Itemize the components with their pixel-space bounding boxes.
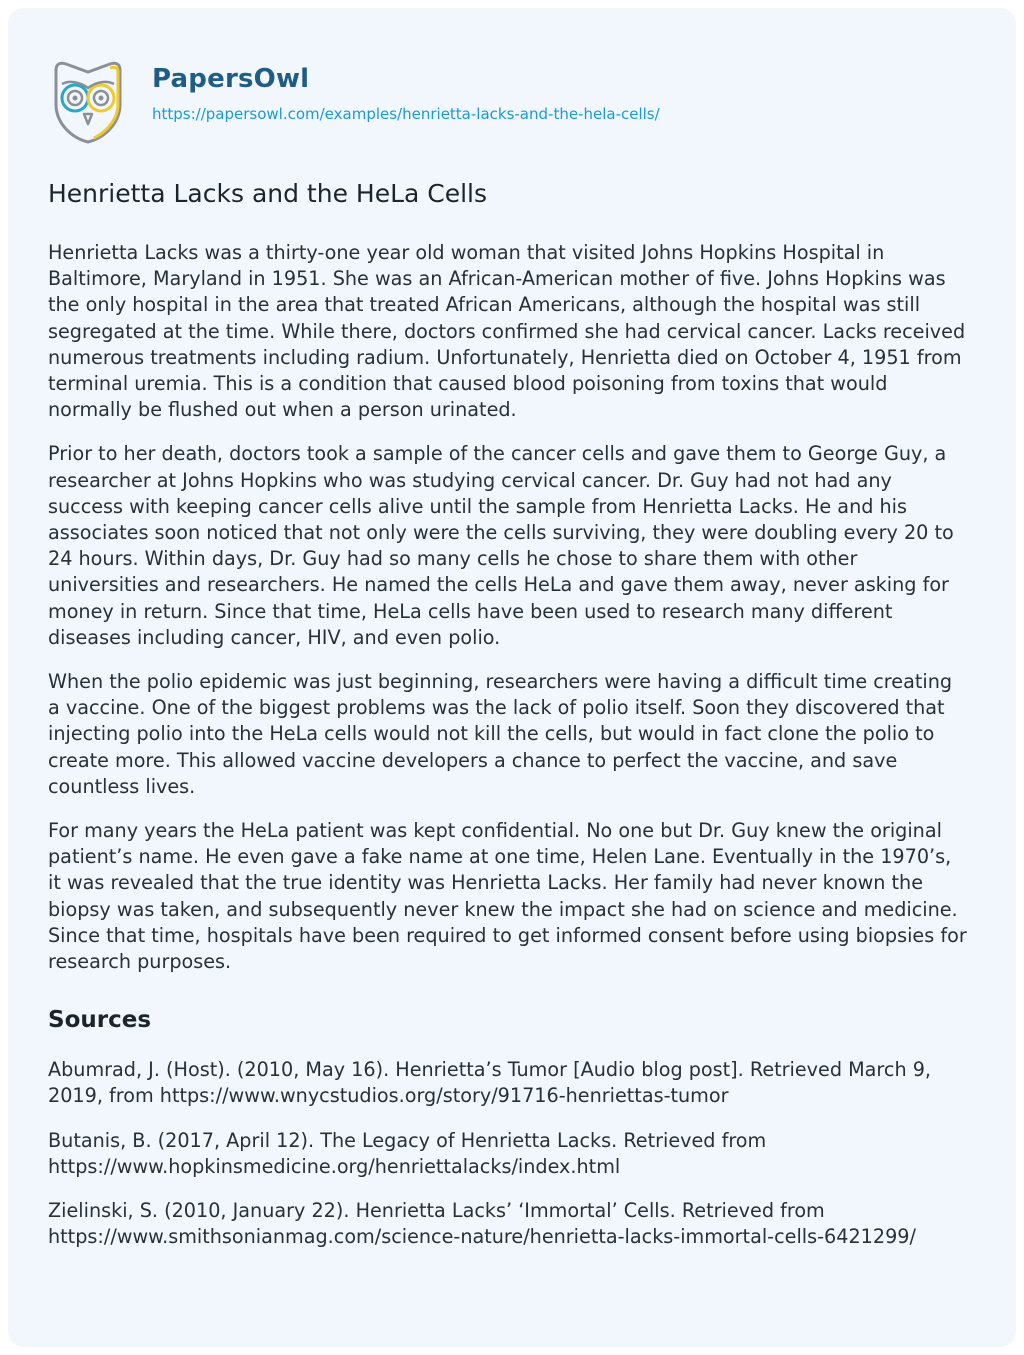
source-url-link[interactable]: https://papersowl.com/examples/henrietta-lacks-and-the-hela-cells/ — [152, 105, 660, 123]
brand-name[interactable]: PapersOwl — [152, 64, 310, 94]
paragraph: When the polio epidemic was just beginning, researchers were having a difficult time creating a vaccine. One of the biggest problems was the lack of polio itself. Soon they discovered that injecting polio into the HeLa cells would not kill the cells, but would in fact clone the polio to create more. This allowed vaccine developers a chance to perfect the vaccine, and save countless lives. — [48, 670, 953, 798]
essay-body — [48, 240, 968, 1269]
sources-heading: Sources — [48, 1007, 152, 1034]
owl-logo-icon[interactable] — [48, 60, 128, 144]
brand-block — [152, 60, 660, 126]
paragraph: Prior to her death, doctors took a sample of the cancer cells and gave them to George Guy, a researcher at Johns Hopkins who was studying cervical cancer. Dr. Guy had not had any success with keeping cancer cells alive until the sample from Henrietta Lacks. He and his associates soon noticed that not only were the cells surviving, they were doubling every 20 to 24 hours. Within days, Dr. Guy had so many cells he chose to share them with other universities and researchers. He named the cells HeLa and gave them away, never asking for money in return. Since that time, HeLa cells have been used to research many different diseases including cancer, HIV, and even polio. — [48, 442, 954, 649]
document-page — [8, 8, 1016, 1347]
paragraph: Henrietta Lacks was a thirty-one year old woman that visited Johns Hopkins Hospital in Baltimore, Maryland in 1951. She was an African-American mother of five. Johns Hopkins was the only hospital in the area that treated African Americans, although the hospital was still segregated at the time. While there, doctors confirmed she had cervical cancer. Lacks received numerous treatments including radium. Unfortunately, Henrietta died on October 4, 1951 from terminal uremia. This is a condition that caused blood poisoning from toxins that would normally be flushed out when a person urinated. — [48, 241, 966, 422]
source-entry: Abumrad, J. (Host). (2010, May 16). Henrietta’s Tumor [Audio blog post]. Retrieved March 9, 2019, from https://www.wnycstudios.org/story/91716-henriettas-tumor — [48, 1058, 932, 1108]
source-entry: Zielinski, S. (2010, January 22). Henrietta Lacks’ ‘Immortal’ Cells. Retrieved from https://www.smithsonianmag.com/science-nature/henrietta-lacks-immortal-cells-6421299/ — [48, 1199, 916, 1249]
source-entry: Butanis, B. (2017, April 12). The Legacy of Henrietta Lacks. Retrieved from https://www.hopkinsmedicine.org/henriettalacks/index.html — [48, 1128, 767, 1178]
paragraph: For many years the HeLa patient was kept confidential. No one but Dr. Guy knew the original patient’s name. He even gave a fake name at one time, Helen Lane. Eventually in the 1970’s, it was revealed that the true identity was Henrietta Lacks. Her family had never known the biopsy was taken, and subsequently never knew the impact she had on science and medicine. Since that time, hospitals have been required to get informed consent before using biopsies for research purposes. — [48, 819, 967, 974]
page-title: Henrietta Lacks and the HeLa Cells — [48, 179, 488, 208]
site-header — [48, 60, 660, 144]
